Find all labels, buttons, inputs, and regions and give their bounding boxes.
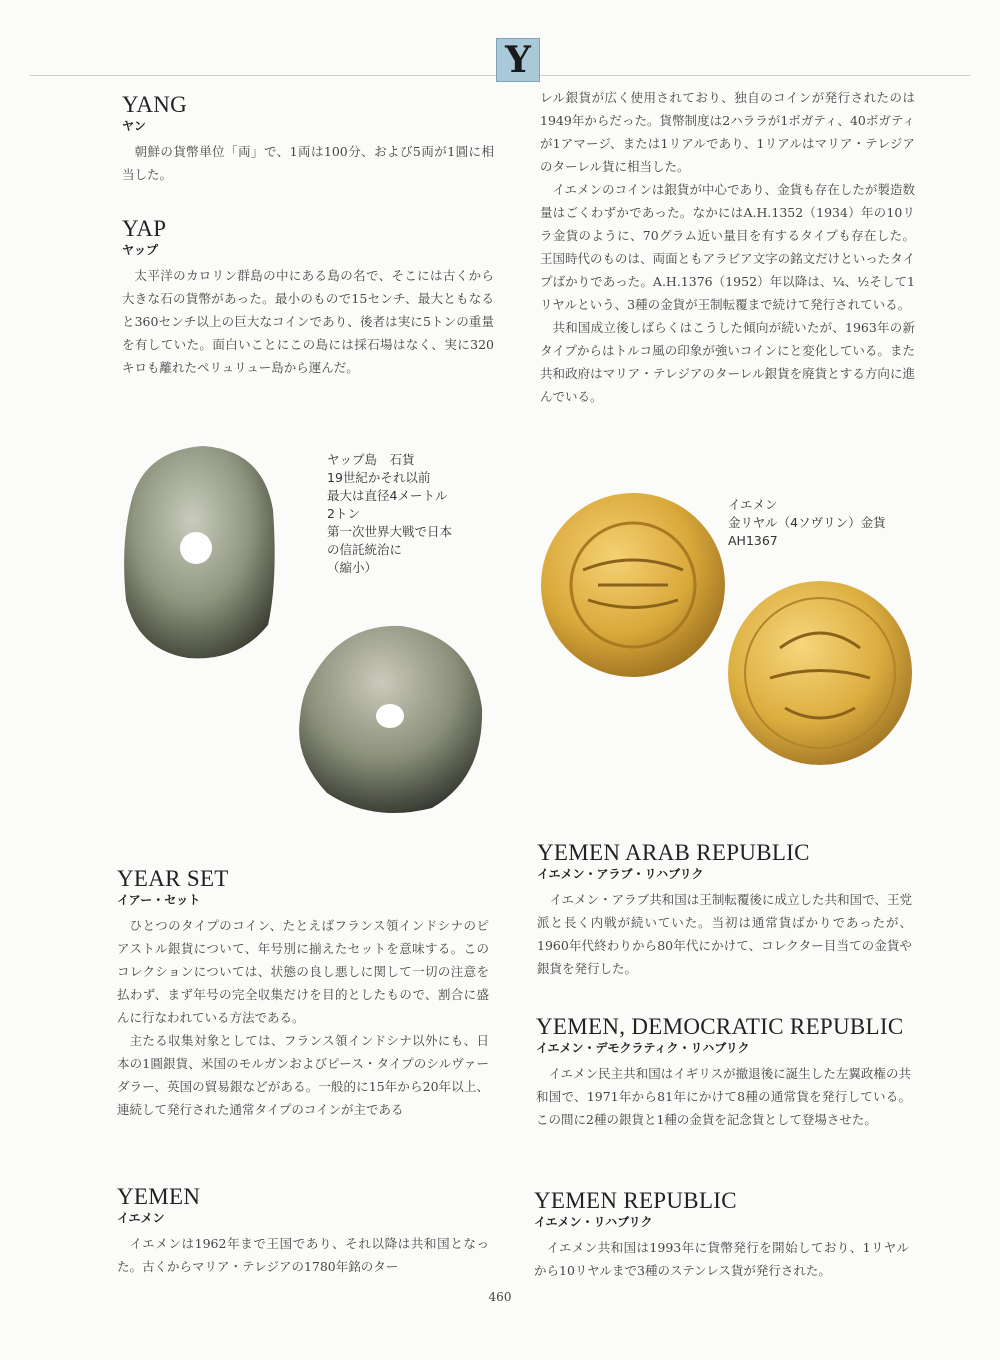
entry-title: YEAR SET: [117, 866, 229, 891]
entry-text: 太平洋のカロリン群島の中にある島の名で、そこには古くから大きな石の貨幣があった。最小のもので15センチ、最大ともなると360センチ以上の巨大なコインであり、後者は実に5トンの重量を有していた。面白いことにこの島には採石場はなく、実に320キロも離れたペリュリュー島から運んだ。: [122, 268, 494, 375]
entry-yemen: [117, 1184, 489, 1278]
entry-title: YANG: [122, 92, 188, 117]
section-letter: Y: [496, 38, 540, 82]
entry-yemen-continued: [540, 86, 915, 408]
entry-yemen-arab-republic: [537, 840, 912, 980]
entry-text: イエメン民主共和国はイギリスが撤退後に誕生した左翼政権の共和国で、1971年から81年にかけて8種の通常貨を発行している。この間に2種の銀貨と1種の金貨を記念貨として登場させた。: [536, 1066, 911, 1127]
page-number: 460: [488, 1290, 512, 1304]
entry-text: イエメン・アラブ共和国は王制転覆後に成立した共和国で、王党派と長く内戦が続いていた。当初は通常貨ばかりであったが、1960年代終わりから80年代にかけて、コレクター目当ての金貨や銀貨を発行した。: [537, 892, 912, 976]
entry-kana: イアー・セット: [117, 893, 201, 907]
entry-yap: [122, 216, 494, 379]
entry-text: イエメンのコインは銀貨が中心であり、金貨も存在したが製造数量はごくわずかであった。なかにはA.H.1352（1934）年の10リラ金貨のように、70グラム近い量目を有するタイプも存在した。王国時代のものは、両面ともアラビア文字の銘文だけといったタイプばかりであった。A.H.1376（1952）年以降は、¼、½そして1リヤルという、3種の金貨が王制転覆まで続けて発行されている。: [540, 182, 915, 312]
stone-money-image-1: [118, 440, 278, 665]
entry-text: 朝鮮の貨幣単位「両」で、1両は100分、および5両が1圓に相当した。: [122, 144, 494, 182]
entry-title: YEMEN REPUBLIC: [534, 1188, 737, 1213]
gold-coin-reverse-image: [725, 578, 915, 768]
entry-yemen-republic: [534, 1188, 909, 1282]
entry-kana: ヤップ: [122, 243, 159, 257]
gold-coin-obverse-image: [538, 490, 728, 680]
entry-title: YEMEN ARAB REPUBLIC: [537, 840, 810, 865]
entry-title: YEMEN, DEMOCRATIC REPUBLIC: [536, 1014, 904, 1039]
entry-title: YAP: [122, 216, 167, 241]
entry-kana: ヤン: [122, 119, 146, 133]
entry-kana: イエメン: [117, 1211, 165, 1225]
entry-text: 共和国成立後しばらくはこうした傾向が続いたが、1963年の新タイプからはトルコ風の印象が強いコインにと変化している。また共和政府はマリア・テレジアのターレル銀貨を廃貨とする方向に進んでいる。: [540, 320, 915, 404]
entry-yang: [122, 92, 494, 186]
entry-year-set: [117, 866, 489, 1121]
yap-caption: ヤップ島 石貨 19世紀かそれ以前 最大は直径4メートル 2トン 第一次世界大戦で日本 の信託統治に （縮小）: [327, 452, 453, 575]
entry-kana: イエメン・デモクラティク・リハブリク: [536, 1041, 750, 1055]
stone-money-image-2: [292, 618, 487, 818]
entry-text: レル銀貨が広く使用されており、独自のコインが発行されたのは1949年からだった。貨幣制度は2ハララが1ボガティ、40ボガティが1アマージ、または1リアルであり、1リアルはマリア・テレジアのターレル貨に相当した。: [540, 90, 915, 174]
entry-yemen-democratic-republic: [536, 1014, 911, 1131]
entry-text: イエメン共和国は1993年に貨幣発行を開始しており、1リヤルから10リヤルまで3種のステンレス貨が発行された。: [534, 1240, 909, 1278]
yemen-coin-caption: イエメン 金リヤル（4ソヴリン）金貨 AH1367: [728, 497, 886, 548]
entry-kana: イエメン・アラブ・リハブリク: [537, 867, 704, 881]
entry-title: YEMEN: [117, 1184, 201, 1209]
entry-text: 主たる収集対象としては、フランス領インドシナ以外にも、日本の1圓銀貨、米国のモルガンおよびピース・タイプのシルヴァーダラー、英国の貿易銀などがある。一般的に15年から20年以上、連続して発行された通常タイプのコインが主である: [117, 1033, 489, 1117]
entry-kana: イエメン・リハブリク: [534, 1215, 653, 1229]
entry-text: イエメンは1962年まで王国であり、それ以降は共和国となった。古くからマリア・テレジアの1780年銘のター: [117, 1236, 489, 1274]
entry-text: ひとつのタイプのコイン、たとえばフランス領インドシナのピアストル銀貨について、年号別に揃えたセットを意味する。このコレクションについては、状態の良し悪しに関して一切の注意を払わず、まず年号の完全収集だけを目的としたもので、割合に盛んに行なわれている方法である。: [117, 918, 489, 1025]
